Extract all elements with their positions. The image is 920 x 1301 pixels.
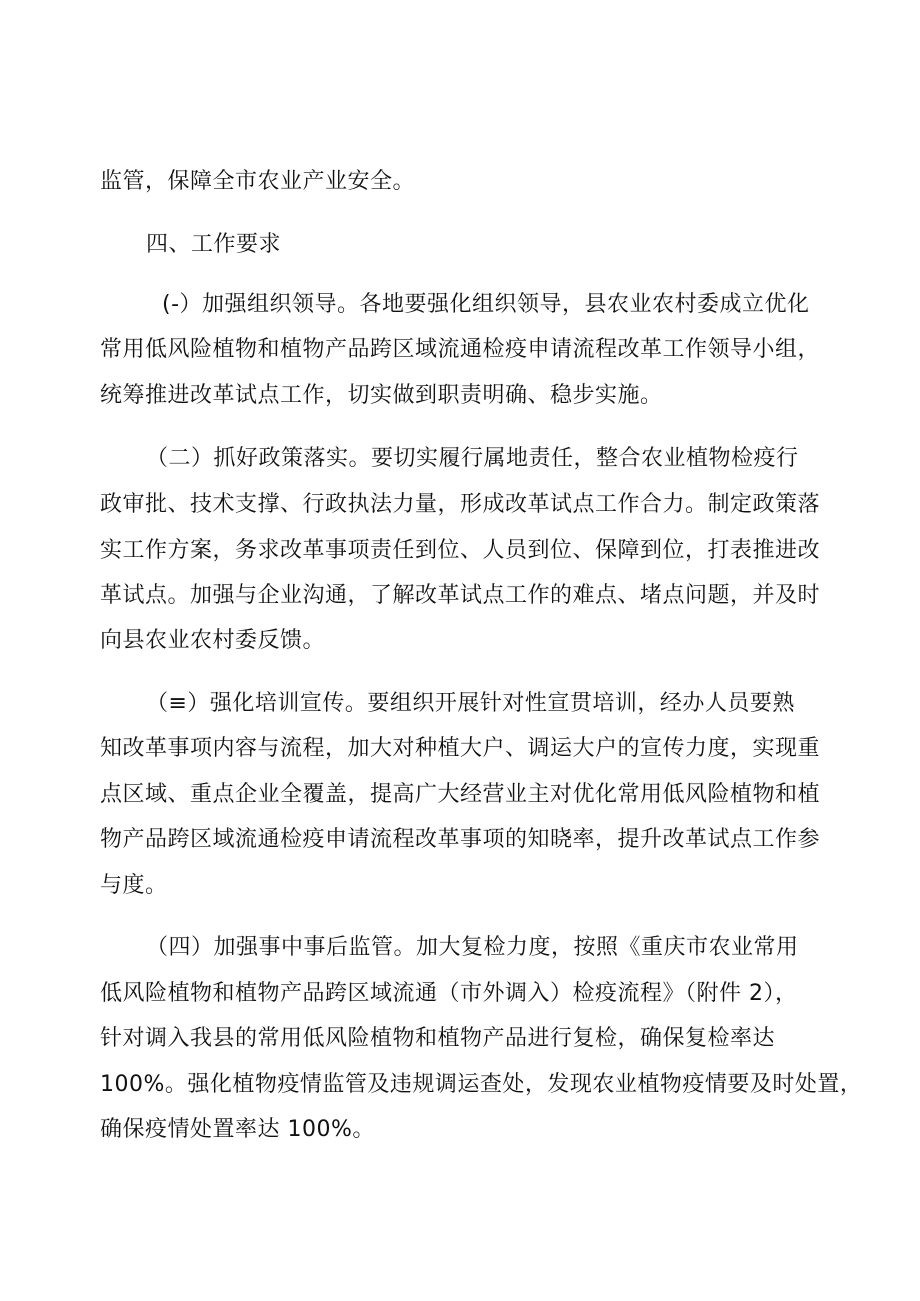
- text-line: （二）抓好政策落实。要切实履行属地责任，整合农业植物检疫行: [146, 446, 799, 471]
- text-line: 向县农业农村委反馈。: [100, 628, 326, 653]
- text-line: 点区域、重点企业全覆盖，提高广大经营业主对优化常用低风险植物和植: [100, 782, 821, 807]
- text-line: 确保疫情处置率达 100%。: [100, 1117, 375, 1142]
- text-line: 监管，保障全市农业产业安全。: [100, 169, 416, 194]
- text-line: 知改革事项内容与流程，加大对种植大户、调运大户的宣传力度，实现重: [100, 736, 821, 761]
- text-line: 革试点。加强与企业沟通，了解改革试点工作的难点、堵点问题，并及时: [100, 583, 821, 608]
- text-line: 实工作方案，务求改革事项责任到位、人员到位、保障到位，打表推进改: [100, 538, 821, 563]
- text-line: 物产品跨区域流通检疫申请流程改革事项的知晓率，提升改革试点工作参: [100, 827, 821, 852]
- text-line: 针对调入我县的常用低风险植物和植物产品进行复检，确保复检率达: [100, 1026, 776, 1051]
- text-line: 100%。强化植物疫情监管及违规调运查处，发现农业植物疫情要及时处置，: [100, 1072, 863, 1097]
- text-line: (-）加强组织领导。各地要强化组织领导，县农业农村委成立优化: [162, 292, 810, 317]
- section-heading: 四、工作要求: [146, 232, 282, 257]
- text-line: （≡）强化培训宣传。要组织开展针对性宣贯培训，经办人员要熟: [146, 691, 795, 716]
- text-line: 与度。: [100, 873, 168, 898]
- text-line: （四）加强事中事后监管。加大复检力度，按照《重庆市农业常用: [146, 935, 799, 960]
- text-line: 政审批、技术支撑、行政执法力量，形成改革试点工作合力。制定政策落: [100, 492, 821, 517]
- text-line: 低风险植物和植物产品跨区域流通（市外调入）检疫流程》（附件 2），: [100, 981, 798, 1006]
- text-line: 统筹推进改革试点工作，切实做到职责明确、稳步实施。: [100, 383, 663, 408]
- text-line: 常用低风险植物和植物产品跨区域流通检疫申请流程改革工作领导小组，: [100, 337, 821, 362]
